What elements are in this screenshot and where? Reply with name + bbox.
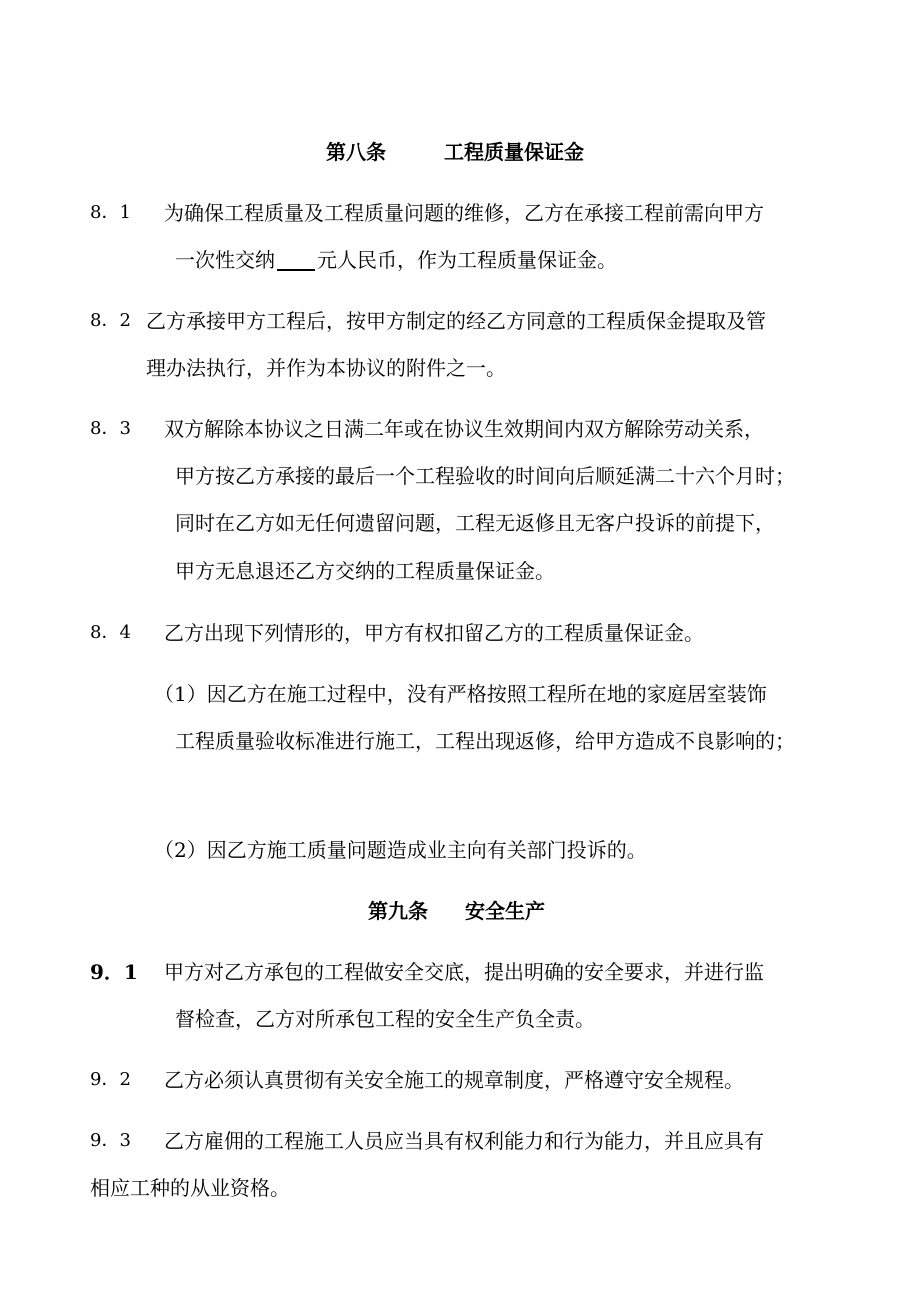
item-2-line-1: （2）因乙方施工质量问题造成业主向有关部门投诉的。 — [154, 838, 647, 862]
clause-8-4-number: 8．4 — [90, 622, 131, 643]
clause-9-2-line-1: 乙方必须认真贯彻有关安全施工的规章制度，严格遵守安全规程。 — [164, 1068, 744, 1092]
clause-8-2-line-2: 理办法执行，并作为本协议的附件之一。 — [146, 356, 506, 380]
clause-8-3-number: 8．3 — [90, 418, 131, 439]
clause-8-1-line-2a: 一次性交纳 — [175, 248, 275, 272]
clause-8-3-line-4: 甲方无息退还乙方交纳的工程质量保证金。 — [175, 559, 555, 583]
clause-8-4-line-1: 乙方出现下列情形的，甲方有权扣留乙方的工程质量保证金。 — [164, 621, 704, 645]
clause-8-2-number: 8．2 — [90, 310, 131, 331]
clause-9-1-number: 9．1 — [90, 960, 138, 984]
clause-9-1-line-1: 甲方对乙方承包的工程做安全交底，提出明确的安全要求，并进行监 — [164, 960, 764, 984]
clause-8-3-line-2: 甲方按乙方承接的最后一个工程验收的时间向后顺延满二十六个月时； — [175, 464, 795, 488]
clause-9-3-line-1: 乙方雇佣的工程施工人员应当具有权利能力和行为能力，并且应具有 — [164, 1129, 764, 1153]
article-9-heading-title: 安全生产 — [465, 899, 545, 923]
clause-8-1-line-1: 为确保工程质量及工程质量问题的维修，乙方在承接工程前需向甲方 — [164, 201, 764, 225]
clause-9-2-number: 9．2 — [90, 1069, 131, 1090]
article-8-heading-number: 第八条 — [326, 140, 386, 164]
clause-9-1-line-2: 督检查，乙方对所承包工程的安全生产负全责。 — [175, 1007, 595, 1031]
amount-blank — [277, 249, 315, 271]
clause-9-3-number: 9．3 — [90, 1130, 131, 1151]
clause-8-1-line-2 — [175, 246, 617, 274]
clause-8-1-line-2b: 元人民币，作为工程质量保证金。 — [317, 248, 617, 272]
item-1-line-1: （1）因乙方在施工过程中，没有严格按照工程所在地的家庭居室装饰 — [154, 682, 767, 706]
clause-8-3-line-1: 双方解除本协议之日满二年或在协议生效期间内双方解除劳动关系， — [164, 417, 764, 441]
article-8-heading-title: 工程质量保证金 — [444, 140, 584, 164]
article-9-heading-number: 第九条 — [368, 899, 428, 923]
clause-8-3-line-3: 同时在乙方如无任何遗留问题，工程无返修且无客户投诉的前提下， — [175, 511, 775, 535]
clause-9-3-line-2: 相应工种的从业资格。 — [90, 1176, 290, 1200]
clause-8-2-line-1: 乙方承接甲方工程后，按甲方制定的经乙方同意的工程质保金提取及管 — [146, 309, 766, 333]
item-1-line-2: 工程质量验收标准进行施工，工程出现返修，给甲方造成不良影响的； — [175, 729, 795, 753]
clause-8-1-number: 8．1 — [90, 202, 131, 223]
